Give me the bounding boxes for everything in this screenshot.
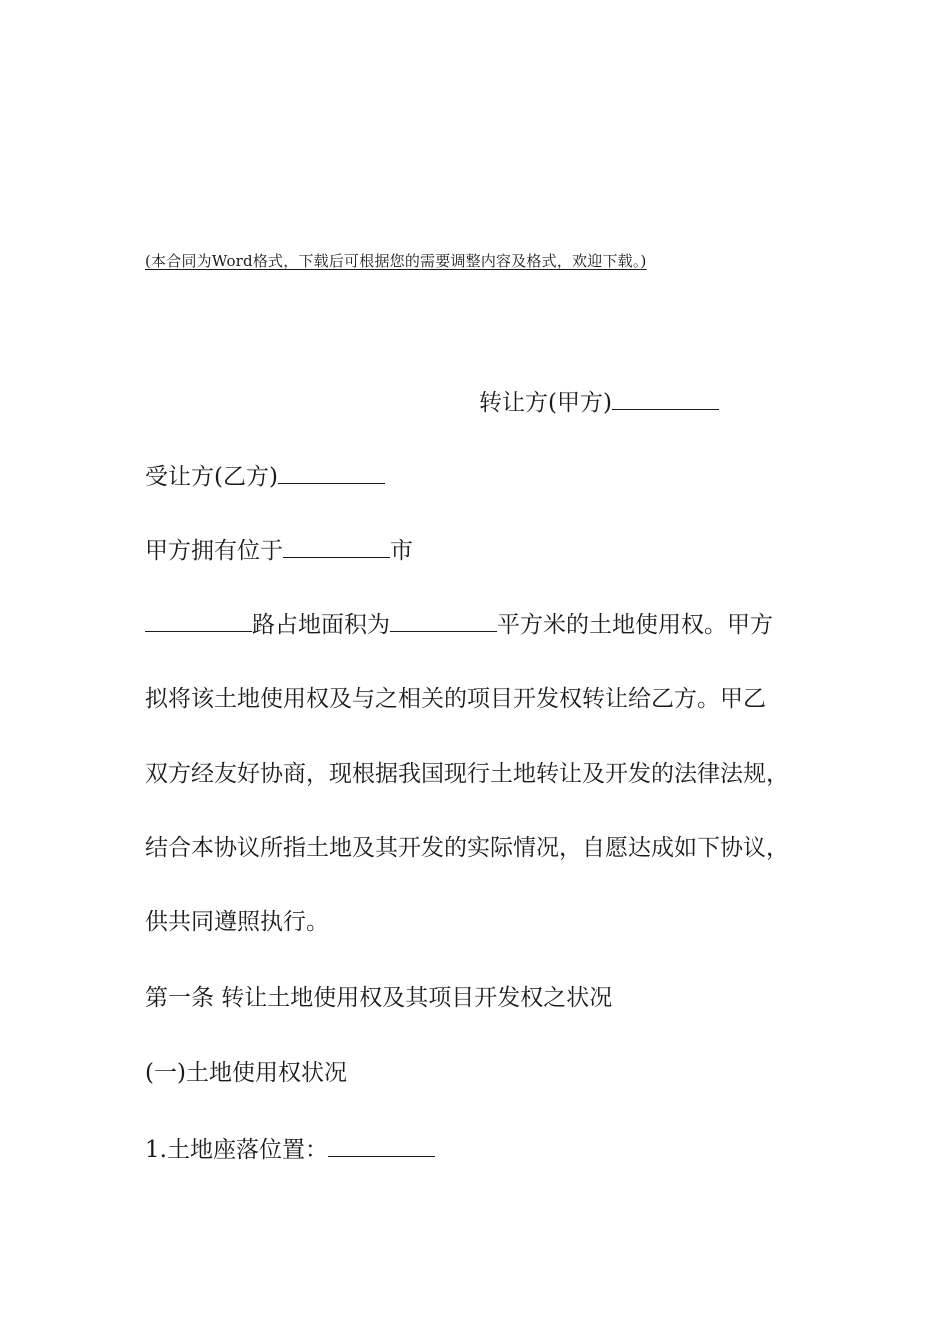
road-text: 路占地面积为 — [252, 612, 390, 638]
format-note: (本合同为Word格式，下载后可根据您的需要调整内容及格式，欢迎下载。) — [145, 252, 647, 270]
item-1-blank — [328, 1134, 435, 1157]
body-line-3: 结合本协议所指土地及其开发的实际情况，自愿达成如下协议， — [145, 835, 789, 861]
article-1-title: 第一条 转让土地使用权及其项目开发权之状况 — [145, 985, 613, 1011]
area-text: 平方米的土地使用权。甲方 — [497, 612, 773, 638]
city-blank — [283, 535, 390, 558]
body-line-4: 供共同遵照执行。 — [145, 909, 329, 935]
area-blank — [390, 609, 497, 632]
section-1-title: (一)土地使用权状况 — [145, 1060, 347, 1086]
party-a-line — [479, 387, 719, 418]
party-a-label: 转让方(甲方) — [479, 390, 612, 416]
party-b-blank — [278, 461, 385, 484]
location-line — [145, 535, 413, 566]
body-line-1: 拟将该土地使用权及与之相关的项目开发权转让给乙方。甲乙 — [145, 686, 766, 712]
party-a-blank — [612, 387, 719, 410]
party-b-label: 受让方(乙方) — [145, 464, 278, 490]
item-1-line — [145, 1134, 435, 1165]
item-1-label: 1.土地座落位置： — [145, 1137, 328, 1163]
road-blank — [145, 609, 252, 632]
area-line — [145, 609, 773, 640]
location-prefix: 甲方拥有位于 — [145, 538, 283, 564]
body-line-2: 双方经友好协商，现根据我国现行土地转让及开发的法律法规， — [145, 761, 789, 787]
party-b-line — [145, 461, 385, 492]
location-suffix: 市 — [390, 538, 413, 564]
